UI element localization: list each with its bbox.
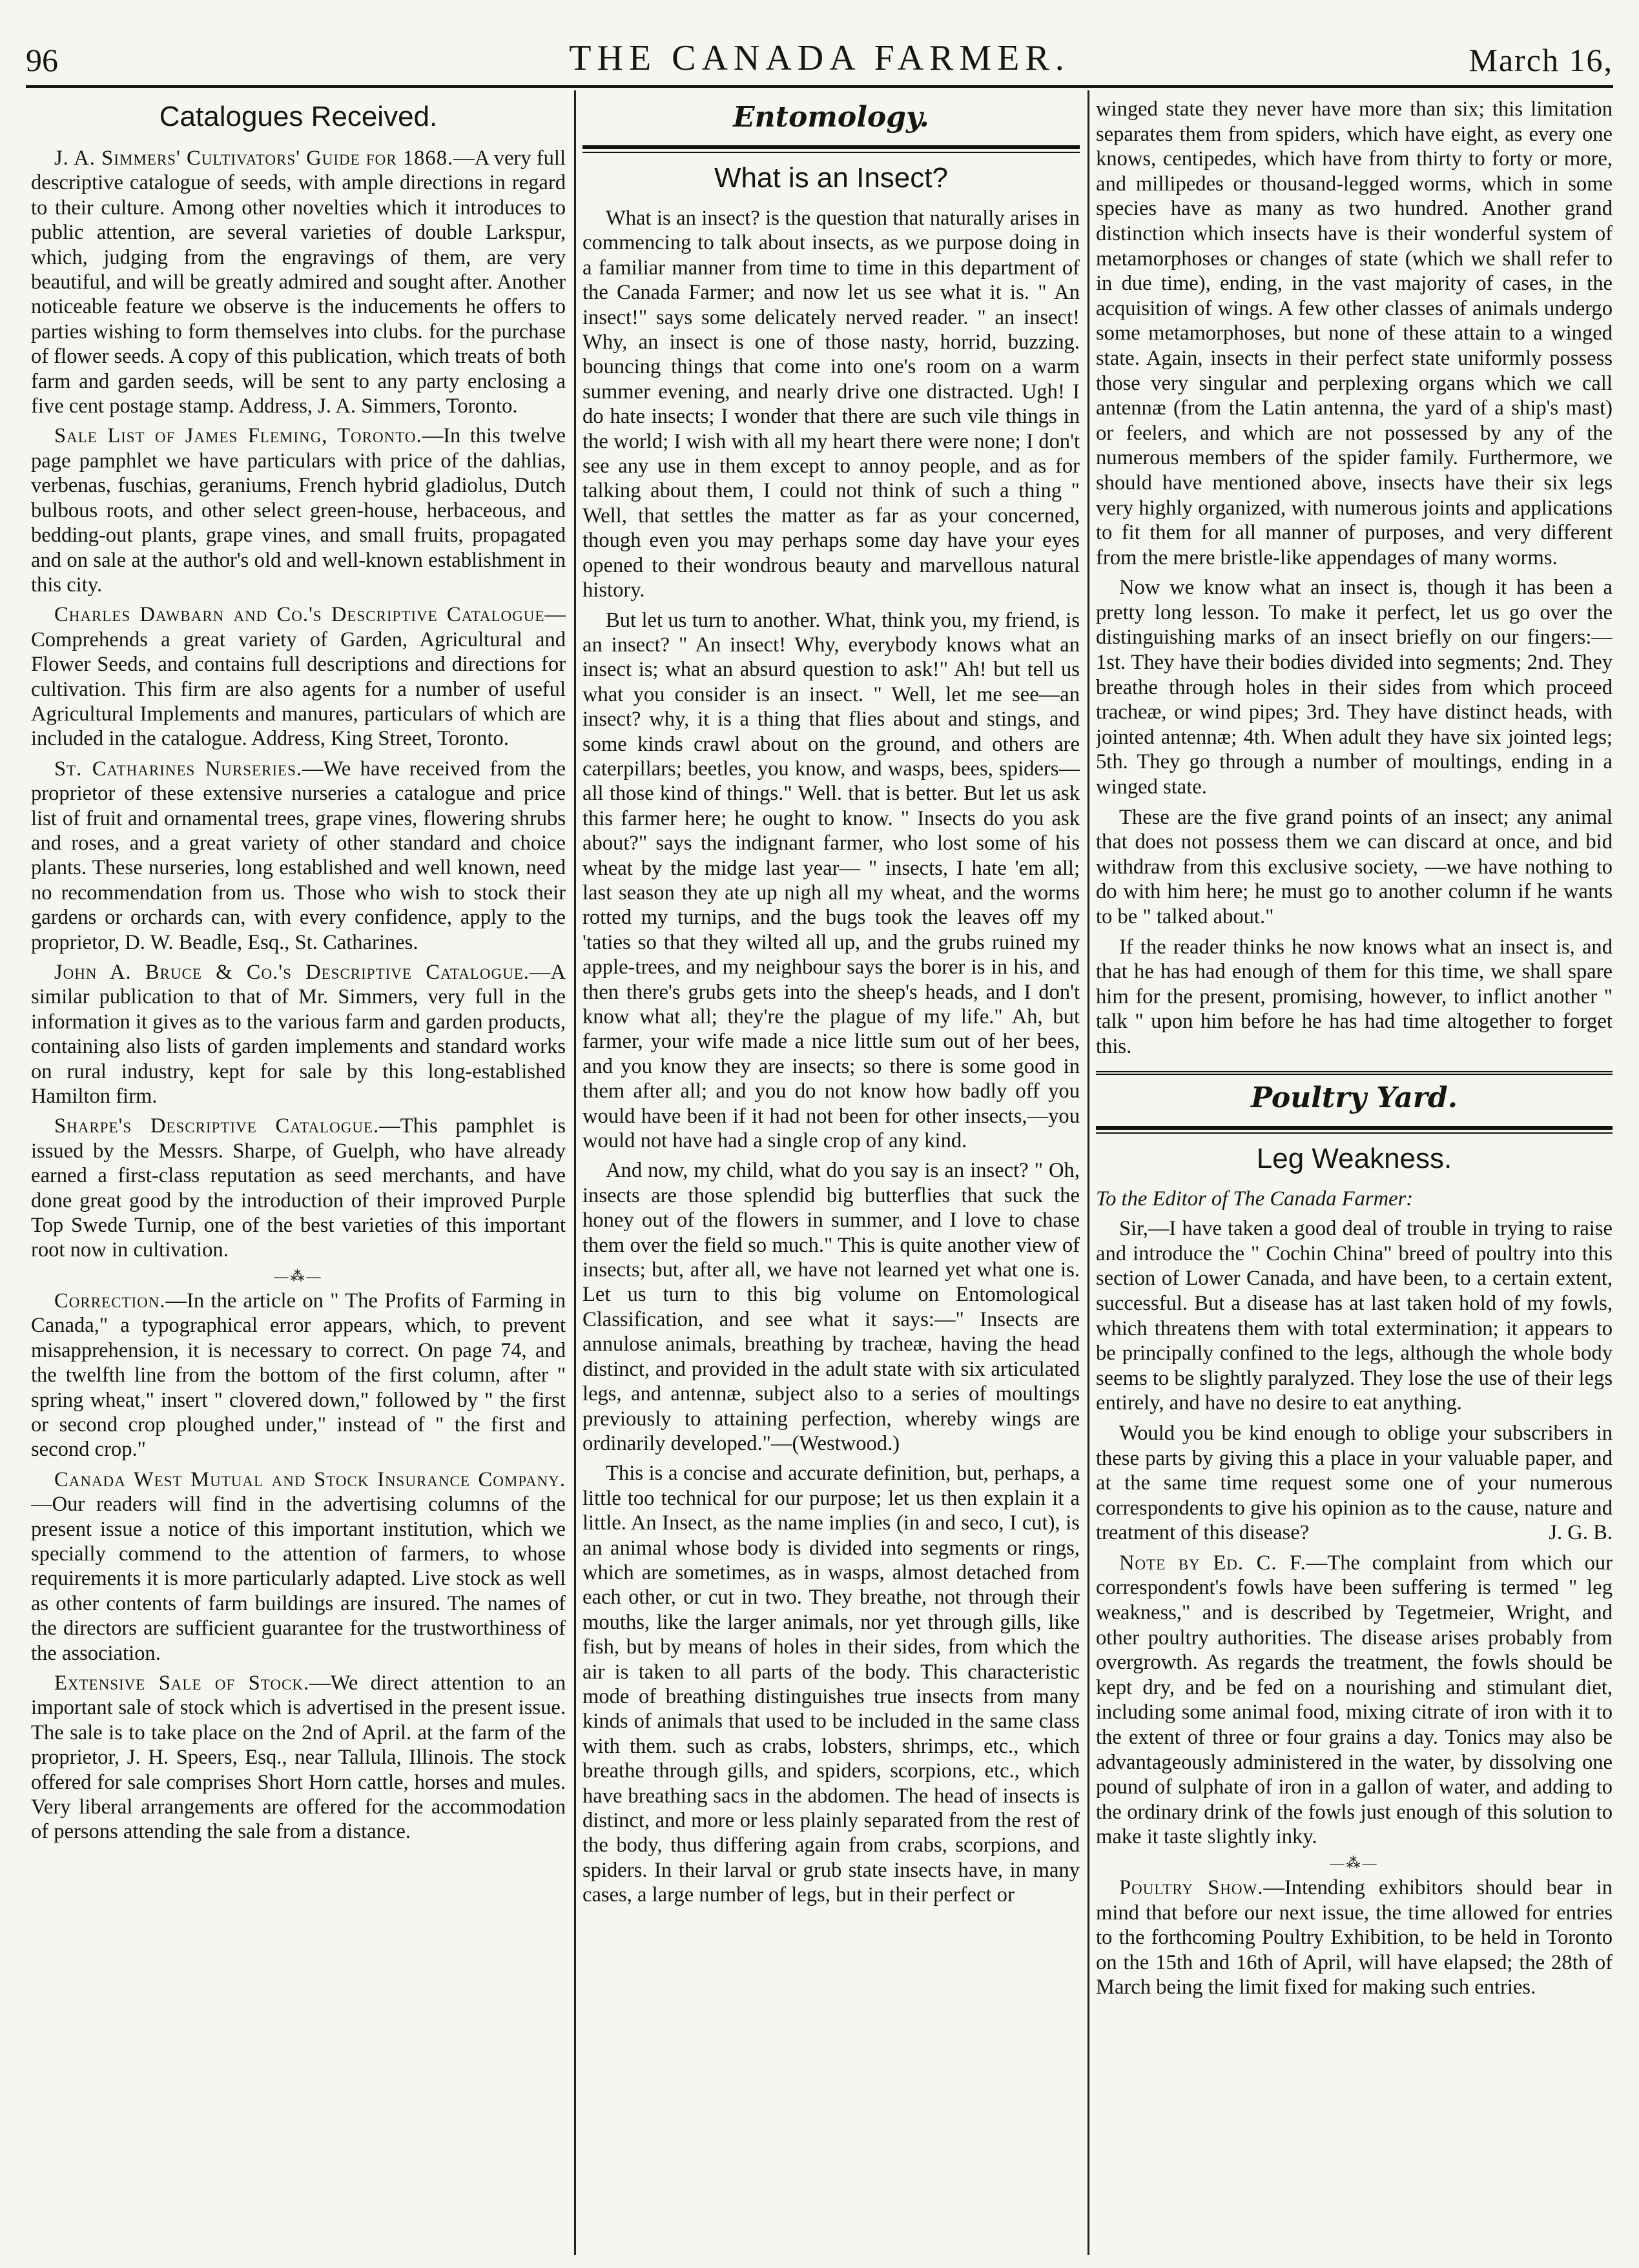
correction-notice: Correction.—In the article on " The Profits of Farming in Canada," a typographical error appears, which, to prevent misapprehension, it is necessary to correct. On page 74, and the twelfth line from the bottom of the first column, after " spring wheat," insert " clovered down," followed by " the first or second crop ploughed under," instead of " the first and second crop." [31, 1289, 566, 1462]
catalogue-st-catharines: St. Catharines Nurseries.—We have received from the proprietor of these extensive nurseries a catalogue and price list of fruit and ornamental trees, grape vines, flowering shrubs and roses, and a great variety of other standard and choice plants. These nurseries, long established and well known, need no recommendation from us. Those who wish to stock their gardens or orchards can, with every confidence, apply to the proprietor, D. W. Beadle, Esq., St. Catharines. [31, 757, 566, 954]
article-paragraph: winged state they never have more than six; this limitation separates them from spiders, which have eight, as every one knows, centipedes, which have from thirty to forty or more, and millipedes or thousand-legged worms, which in some species have as many as two hundred. Another grand distinction which insects have is their wonderful system of metamorphoses or changes of state (which we shall refer to in due time), ending, in the vast majority of cases, in the acquisition of wings. A few other classes of animals undergo some metamorphoses, but none of these attain to a winged state. Again, insects in their perfect state uniformly possess those very singular and perplexing organs which we call antennæ (from the Latin antenna, the yard of a ship's mast) or feelers, and which are not possessed by any of the numerous members of the spider family. Furthermore, we should have mentioned above, insects have their six legs very highly organized, with numerous joints and applications to fit them for all manner of purposes, and very different from the mere bristle-like appendages of many worms. [1096, 97, 1613, 569]
heading-rule [582, 145, 1080, 149]
article-paragraph: What is an insect? is the question that naturally arises in commencing to talk about insects, as we purpose doing in a familiar manner from time to time in this department of the Canada Farmer; and now let us see what it is. " An insect!" says some delicately nerved reader. " an insect! Why, an insect is one of those nasty, horrid, buzzing. bouncing things that come into one's room on a warm summer evening, and nearly drive one distracted. Ugh! I do hate insects; I wonder that there are such vile things in the world; I wish with all my heart there were none; I don't see any use in them except to annoy people, and as for talking about them, I could not think of such a thing " Well, that settles the matter as far as your concerned, though even you may perhaps some day have your eyes opened to their wondrous beauty and marvellous natural history. [582, 207, 1080, 602]
column-entomology [582, 97, 1080, 2255]
header-rule [26, 85, 1613, 88]
column-catalogues [31, 97, 566, 2255]
article-paragraph: This is a concise and accurate definition, but, perhaps, a little too technical for our purpose; let us then explain it a little. An Insect, as the name implies (in and seco, I cut), is an animal whose body is divided into segments or rings, which are sometimes, as in wasps, almost detached from each other, or cut in two. They breathe, not through their mouths, like the larger animals, nor yet through gills, like fish, but by means of holes in their sides, from which the air is taken to all parts of the body. This characteristic mode of breathing distinguishes true insects from many kinds of animals that used to be included in the same class with them. such as crabs, lobsters, shrimps, etc., which breathe through gills, and spiders, scorpions, etc., which have breathing sacs in the abdomen. The head of insects is distinct, and more or less plainly separated from the rest of the body, thus differing again from crabs, scorpions, and spiders. In their larval or grub state insects have, in many cases, a large number of legs, but in their perfect or [582, 1462, 1080, 1907]
letter-paragraph: Would you be kind enough to oblige your subscribers in these parts by giving this a place in your valuable paper, and at the same time request some one of your numerous correspondents to give his opinion as to the cause, nature and treatment of this disease? J. G. B. [1096, 1421, 1613, 1545]
entomology-section-heading: Entomology. [733, 101, 929, 134]
heading-rule-thin [582, 152, 1080, 153]
letter-salutation: To the Editor of The Canada Farmer: [1096, 1187, 1414, 1211]
article-paragraph: And now, my child, what do you say is an insect? " Oh, insects are those splendid big butterflies that suck the honey out of the flowers in summer, and I love to chase them over the field so much." This is quite another view of insects; but, after all, we have not learned yet what one is. Let us turn to this big volume on Entomological Classification, and see what it says:—" Insects are annulose animals, breathing by tracheæ, having the head distinct, and provided in the adult state with six articulated legs, and antennæ, subject also to a series of moultings previously to attaining perfection, whereby wings are ordinarily developed."—(Westwood.) [582, 1159, 1080, 1455]
article-paragraph: But let us turn to another. What, think you, my friend, is an insect? " An insect! Why, everybody knows what an insect is; what an absurd question to ask!" Ah! but tell us what you consider is an insect. " Well, let me see—an insect? why, it is a thing that flies about and stings, and some kinds crawl about on the ground, and others are caterpillars; beetles, you know, and wasps, bees, spiders—all those kind of things." Well. that is better. But let us ask this farmer here; he ought to know. " Insects do you ask about?" says the indignant farmer, who lost some of his wheat by the midge last year— " insects, I hate 'em all; last season they ate up nigh all my wheat, and the worms rotted my turnips, and the bugs took the leaves off my 'taties so that they wilted all up, and the grubs ruined my apple-trees, and my neighbour says the borer is in his, and then there's grubs gets into the sheep's heads, and I don't know what all; they're the plague of my life." Ah, but farmer, your wife made a nice little sum out of her bees, and you know they are insects; so there is some good in them after all; and you do not know how badly off you would have been if it had not been for other insects,—you would not have had a single crop of any kind. [582, 608, 1080, 1153]
poultry-show-notice: Poultry Show.—Intending exhibitors should bear in mind that before our next issue, the time allowed for entries to the forthcoming Poultry Exhibition, to be held in Toronto on the 15th and 16th of April, will have elapsed; the 28th of March being the limit fixed for making such entries. [1096, 1876, 1613, 1999]
article-title: Leg Weakness. [1256, 1142, 1452, 1174]
article-title: What is an Insect? [714, 162, 948, 194]
catalogues-heading: Catalogues Received. [159, 101, 438, 132]
section-divider [1096, 1071, 1613, 1075]
catalogue-dawbarn: Charles Dawbarn and Co.'s Descriptive Catalogue—Comprehends a great variety of Garden, Agricultural and Flower Seeds, and contains full descriptions and directions for cultivation. This firm are also agents for a number of useful Agricultural Implements and manures, particulars of which are included in the catalogue. Address, King Street, Toronto. [31, 603, 566, 751]
catalogue-bruce: John A. Bruce & Co.'s Descriptive Catalogue.—A similar publication to that of Mr. Simmers, very full in the information it gives as to the various farm and garden products, containing also lists of garden implements and standard works on rural industry, kept for sale by this long-established Hamilton firm. [31, 961, 566, 1108]
catalogue-fleming: Sale List of James Fleming, Toronto.—In this twelve page pamphlet we have particulars with price of the dahlias, verbenas, fuschias, geraniums, French hybrid gladiolus, Dutch bulbous roots, and other select green-house, herbaceous, and bedding-out plants, grape vines, and small fruits, propagated and on sale at the author's old and well-known establishment in this city. [31, 424, 566, 597]
letter-paragraph: Sir,—I have taken a good deal of trouble in trying to raise and introduce the " Cochin China" breed of poultry into this section of Lower Canada, and have been, to a certain extent, successful. But a disease has at last taken hold of my fowls, which threatens them with total extermination; it appears to be principally confined to the legs, although the whole body seems to be slightly paralyzed. They lose the use of their legs entirely, and have no desire to eat anything. [1096, 1217, 1613, 1415]
column-rule-1 [574, 90, 576, 2255]
editor-note: Note by Ed. C. F.—The complaint from which our correspondent's fowls have been suffering is termed " leg weakness," and is described by Tegetmeier, Wright, and other poultry authorities. The disease arises probably from overgrowth. As regards the treatment, the fowls should be kept dry, and be fed on a nourishing and stimulant diet, including some animal food, mixing citrate of iron with it to the extent of three or four grains a day. Tonics may also be advantageously administered in the water, by dissolving one pound of sulphate of iron in a gallon of water, and adding to the ordinary drink of the fowls just enough of this solution to make it taste slightly inky. [1096, 1551, 1613, 1849]
heading-rule-thin [1096, 1132, 1613, 1134]
issue-date: March 16, [1469, 42, 1613, 78]
column-poultry [1096, 97, 1613, 2255]
poultry-section-heading: Poultry Yard. [1250, 1081, 1458, 1114]
page-header [26, 35, 1613, 80]
stock-sale-notice: Extensive Sale of Stock.—We direct attention to an important sale of stock which is advertised in the present issue. The sale is to take place on the 2nd of April. at the farm of the proprietor, J. H. Speers, Esq., near Tallula, Illinois. The stock offered for sale comprises Short Horn cattle, horses and mules. Very liberal arrangements are offered for the accommodation of persons attending the sale from a distance. [31, 1671, 566, 1844]
article-paragraph: Now we know what an insect is, though it has been a pretty long lesson. To make it perfect, let us go over the distinguishing marks of an insect briefly on our fingers:—1st. They have their bodies divided into segments; 2nd. They breathe through holes in their sides from which proceed tracheæ, or wind pipes; 3rd. They have distinct heads, with jointed antennæ; 4th. When adult they have six jointed legs; 5th. They go through a number of moultings, ending in a winged state. [1096, 576, 1613, 799]
letter-signature: J. G. B. [1549, 1521, 1613, 1545]
page-number: 96 [26, 42, 58, 78]
section-ornament: —⁂— [274, 1267, 323, 1284]
catalogue-sharpe: Sharpe's Descriptive Catalogue.—This pamphlet is issued by the Messrs. Sharpe, of Guelph, who have already earned a first-class reputation as seed merchants, and have done great good by the introduction of their improved Purple Top Swede Turnip, one of the best varieties of this important root now in cultivation. [31, 1114, 566, 1262]
catalogue-simmers: J. A. Simmers' Cultivators' Guide for 1868.—A very full descriptive catalogue of seeds, with ample directions in regard to their culture. Among other novelties which it introduces to public attention, are several varieties of double Larkspur, which, judging from the engravings of them, are very beautiful, and will be greatly admired and sought after. Another noticeable feature we observe is the inducements he offers to parties wishing to form themselves into clubs. for the purchase of flower seeds. A copy of this publication, which treats of both farm and garden seeds, will be sent to any party enclosing a five cent postage stamp. Address, J. A. Simmers, Toronto. [31, 147, 566, 418]
section-ornament: —⁂— [1330, 1855, 1379, 1871]
article-paragraph: If the reader thinks he now knows what an insect is, and that he has had enough of them for this time, we shall spare him for the present, promising, however, to inflict another " talk " upon him before he has had time altogether to forget this. [1096, 935, 1613, 1058]
article-paragraph: These are the five grand points of an insect; any animal that does not possess them we can discard at once, and bid withdraw from this exclusive society, —we have nothing to do with him here; he must go to another column if he wants to be " talked about." [1096, 805, 1613, 928]
insurance-notice: Canada West Mutual and Stock Insurance Company.—Our readers will find in the advertising columns of the present issue a notice of this important institution, which we specially commend to the attention of farmers, to whose requirements it is more particularly adapted. Live stock as well as other contents of farm buildings are insured. The names of the directors are sufficient guarantee for the trustworthiness of the association. [31, 1467, 566, 1665]
newspaper-title: THE CANADA FARMER. [569, 38, 1070, 78]
column-rule-2 [1088, 90, 1089, 2255]
heading-rule [1096, 1126, 1613, 1130]
